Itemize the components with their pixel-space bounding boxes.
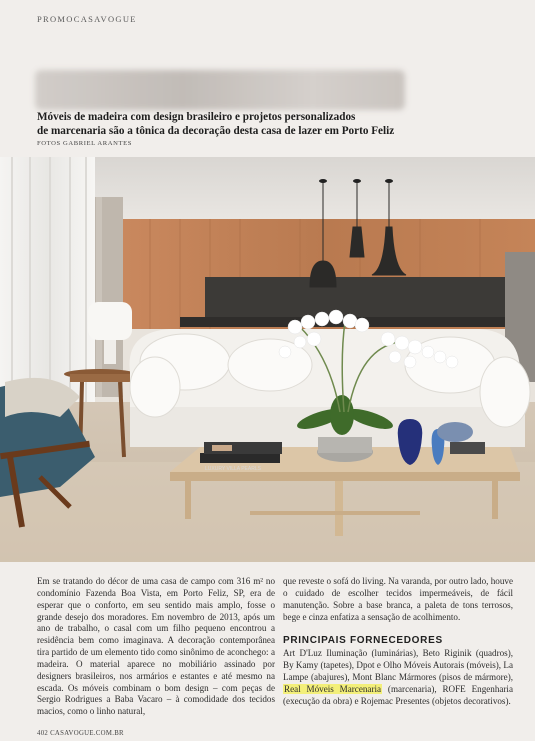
- suppliers-part-1: Art D'Luz Iluminação (luminárias), Beto Riginik (quadros), By Kamy (tapetes), Dpot e Olho Móveis Autorais (móveis), La Lampe (abajures), Mont Blanc Mármores (pisos de mármore),: [283, 648, 513, 682]
- interior-photo: [0, 157, 535, 562]
- subtitle-line-1: Móveis de madeira com design brasileiro e projetos personalizados: [37, 111, 356, 123]
- suppliers-list: [283, 648, 513, 707]
- suppliers-part-2: (marcenaria), ROFE Engenharia (execução da obra) e Rojemac Presentes (objetos decorativos).: [283, 683, 513, 706]
- suppliers-highlight: Real Móveis Marcenaria: [284, 683, 382, 694]
- page-footer: 402 CASAVOGUE.COM.BR: [37, 730, 124, 737]
- subtitle-line-2: de marcenaria são a tônica da decoração desta casa de lazer em Porto Feliz: [37, 124, 395, 137]
- blurred-title: [35, 70, 405, 110]
- book-spine-text: LUXURY VILLA PEARLS: [205, 466, 261, 472]
- section-label: PROMOCASAVOGUE: [37, 14, 137, 24]
- body-column-2: [283, 576, 513, 707]
- body-column-1: Em se tratando do décor de uma casa de campo com 316 m² no condomínio Fazenda Boa Vista, em Porto Feliz, SP, era de esperar que o conforto, em seu sentido mais amplo, fosse o grande desejo dos moradores. Em novembro de 2013, após um ano de trabalho, o casal com um filho pequeno encontrou a residência bem como imaginava. A decoração contemporânea tira partido de um elemento tido como sinônimo de aconchego: a madeira. O material aparece no mobiliário assinado por designers brasileiros, nos armários e estantes e até mesmo na escada. Os móveis combinam o bom design – com peças de Sergio Rodrigues a Baba Vacaro – à comodidade dos tecidos macios, como o linho natural,: [37, 576, 275, 717]
- article-subtitle: [37, 111, 497, 138]
- body-column-2-text: que reveste o sofá do living. Na varanda, por outro lado, houve o cuidado de escolher tecidos impermeáveis, de fácil manutenção. Sobre a base branca, a paleta de tons terrosos, bege e cinza enfatiza a sensação de acolhimento.: [283, 576, 513, 622]
- suppliers-heading: PRINCIPAIS FORNECEDORES: [283, 635, 443, 647]
- photo-credit: FOTOS GABRIEL ARANTES: [37, 140, 133, 147]
